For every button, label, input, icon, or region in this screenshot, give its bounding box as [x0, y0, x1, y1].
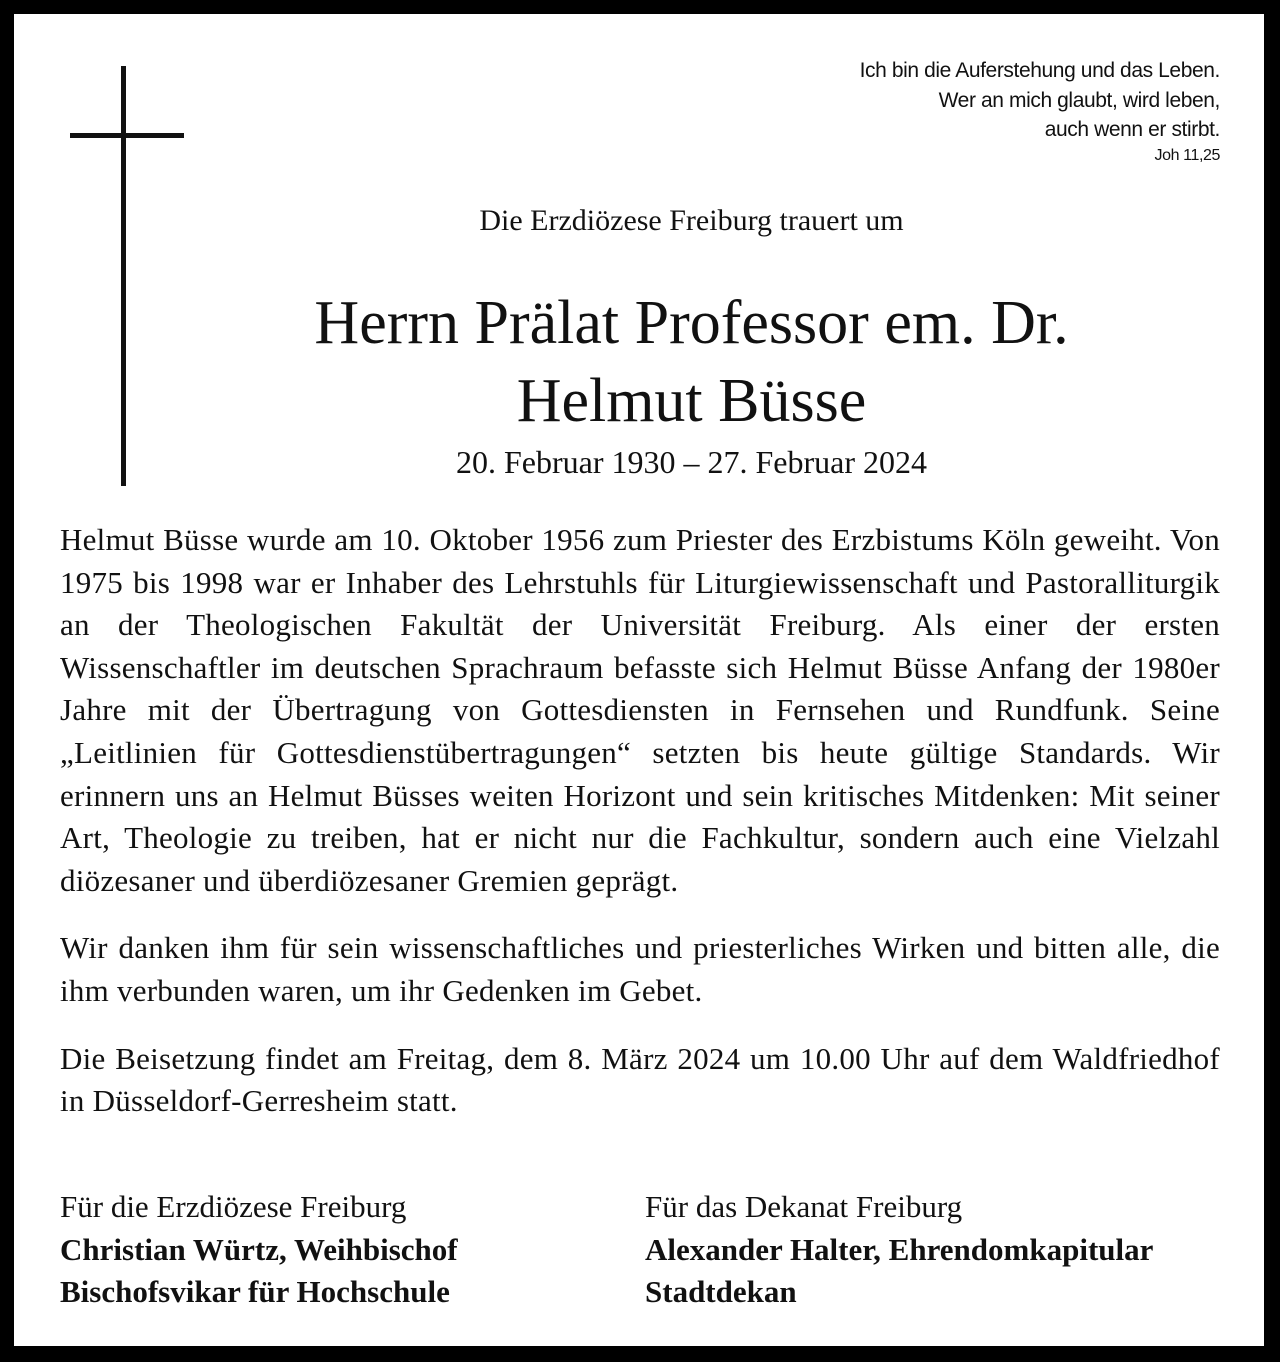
verse-reference: Joh 11,25	[1154, 146, 1220, 164]
life-dates: 20. Februar 1930 – 27. Februar 2024	[455, 444, 928, 480]
bible-verse	[860, 56, 1220, 167]
verse-line: Wer an mich glaubt, wird leben,	[938, 88, 1220, 112]
signature-for: Für das Dekanat Freiburg	[645, 1189, 963, 1224]
signature-title: Stadtdekan	[645, 1274, 797, 1310]
obituary-notice	[14, 14, 1264, 1346]
signature-left	[60, 1186, 458, 1314]
signature-for: Für die Erzdiözese Freiburg	[60, 1189, 407, 1224]
signature-name: Christian Würtz, Weihbischof	[60, 1231, 458, 1267]
obituary-text	[60, 519, 1220, 1148]
signature-name: Alexander Halter, Ehrendomkapitular	[645, 1231, 1154, 1267]
cross-icon-bar	[70, 133, 184, 138]
paragraph-biography: Helmut Büsse wurde am 10. Oktober 1956 zum Priester des Erzbistums Köln geweiht. Von 1975 bis 1998 war er Inhaber des Lehrstuhls für Liturgiewissenschaft und Pastoralliturgik an der Theologischen Fakultät der Universität Freiburg. Als einer der ersten Wissenschaftler im deutschen Sprachraum befasste sich Helmut Büsse Anfang der 1980er Jahre mit der Übertragung von Gottesdiensten in Fernsehen und Rundfunk. Seine „Leitlinien für Gottesdienstübertragungen“ setzten bis heute gültige Standards. Wir erinnern uns an Helmut Büsses weiten Horizont und sein kritisches Mitdenken: Mit seiner Art, Theologie zu treiben, hat er nicht nur die Fachkultur, sondern auch eine Vielzahl diözesaner und überdiözesaner Gremien geprägt.	[60, 522, 1220, 898]
deceased-name-line: Helmut Büsse	[516, 367, 867, 435]
mourning-intro: Die Erzdiözese Freiburg trauert um	[479, 204, 904, 237]
deceased-title-line: Herrn Prälat Professor em. Dr.	[314, 289, 1069, 357]
paragraph-burial: Die Beisetzung findet am Freitag, dem 8. März 2024 um 10.00 Uhr auf dem Waldfriedhof in Düsseldorf-Gerresheim statt.	[60, 1040, 1220, 1119]
deceased-name	[14, 284, 1280, 440]
signature-right	[645, 1186, 1153, 1314]
paragraph-thanks: Wir danken ihm für sein wissenschaftliches und priesterliches Wirken und bitten alle, die ihm verbunden waren, um ihr Gedenken im Gebet.	[60, 930, 1220, 1008]
verse-line: auch wenn er stirbt.	[1044, 118, 1220, 141]
signature-title: Bischofsvikar für Hochschule	[60, 1274, 450, 1310]
verse-line: Ich bin die Auferstehung und das Leben.	[859, 59, 1220, 82]
